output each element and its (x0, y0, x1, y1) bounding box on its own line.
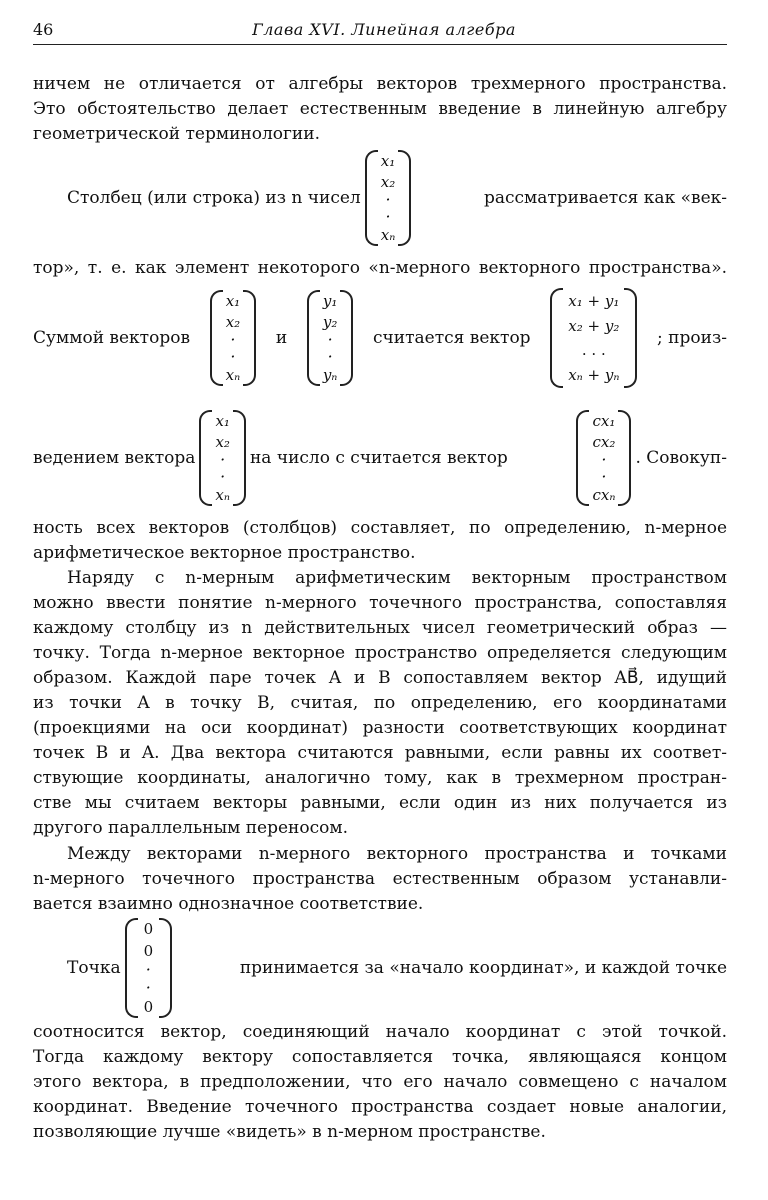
point-space-paragraph (33, 566, 727, 841)
sum-definition-row (33, 288, 727, 388)
matrix-entry: cx₁ (592, 412, 616, 430)
running-title: Глава XVI. Линейная алгебра (252, 20, 516, 39)
text-line: геометрической терминологии. (33, 124, 320, 144)
sum-tail: ; произ- (657, 328, 727, 348)
matrix-dot: · (220, 466, 226, 486)
column-def-text: Столбец (или строка) из n чисел (67, 188, 361, 208)
matrix-entry: yₙ (322, 366, 338, 384)
text-line: (проекциями на оси координат) разности соответствующих координат (33, 718, 727, 738)
matrix-x (210, 290, 257, 386)
matrix-x (199, 410, 246, 506)
matrix-entry: xₙ (215, 486, 230, 504)
text-line: из точки A в точку B, считая, по определению, его координатами (33, 693, 727, 713)
matrix-entry: y₁ (322, 292, 338, 310)
matrix-dot: · (327, 346, 333, 366)
matrix-entry: x₂ + y₂ (568, 316, 620, 335)
matrix-entry: cx₂ (592, 432, 616, 451)
matrix-sum (550, 288, 637, 388)
text-line: точку. Тогда n-мерное векторное пространство определяется следующим (33, 643, 727, 663)
matrix-entry: x₂ (225, 312, 241, 331)
product-definition-row (33, 408, 727, 508)
matrix-entry: x₂ (215, 432, 230, 451)
text-line: Это обстоятельство делает естественным введение в линейную алгебру (33, 99, 727, 119)
column-def-text-after: рассматривается как «век- (483, 188, 727, 208)
correspondence-paragraph (33, 842, 727, 917)
sum-and: и (275, 328, 288, 348)
matrix-entry: cxₙ (592, 486, 616, 504)
column-def-continuation (33, 256, 727, 281)
origin-label: Точка (67, 958, 121, 978)
text-line: Наряду с n-мерным арифметическим векторным пространством (67, 568, 727, 588)
matrix-dot: · (230, 346, 236, 366)
matrix-cx (576, 410, 631, 506)
product-tail: . Совокуп- (635, 448, 727, 468)
vector-space-paragraph (33, 516, 727, 566)
matrix-y (307, 290, 354, 386)
intro-paragraph (33, 72, 727, 147)
text-line: Между векторами n-мерного векторного пространства и точками (67, 844, 727, 864)
text-line: образом. Каждой паре точек A и B сопоставляем вектор AB⃗, идущий (33, 668, 727, 688)
text-line: вается взаимно однозначное соответствие. (33, 894, 424, 914)
matrix-entry: xₙ (380, 226, 396, 244)
matrix-dot: · (145, 977, 151, 997)
text-line: ничем не отличается от алгебры векторов трехмерного пространства. (33, 74, 727, 94)
matrix-entry: y₂ (322, 312, 338, 331)
text-line: тор», т. е. как элемент некоторого «n-мерного векторного пространства». (33, 258, 727, 278)
text-line: соотносится вектор, соединяющий начало координат с этой точкой. (33, 1022, 727, 1042)
header-rule (33, 44, 727, 45)
matrix-entry: 0 (143, 998, 154, 1016)
matrix-entry: x₁ (380, 152, 396, 170)
matrix-entry: 0 (143, 941, 154, 960)
matrix-column-x (365, 150, 412, 246)
sum-label: Суммой векторов (33, 328, 191, 348)
text-line: n-мерного точечного пространства естественным образом устанавли- (33, 869, 727, 889)
text-line: координат. Введение точечного пространства создает новые аналогии, (33, 1097, 727, 1117)
text-line: другого параллельным переносом. (33, 818, 349, 838)
text-line: этого вектора, в предположении, что его начало совмещено с началом (33, 1072, 727, 1092)
column-definition-row (33, 148, 727, 248)
text-line: стве мы считаем векторы равными, если один из них получается из (33, 793, 727, 813)
final-paragraph (33, 1020, 727, 1145)
matrix-dot: · (385, 190, 391, 209)
matrix-dot: · (327, 330, 333, 349)
text-line: точек B и A. Два вектора считаются равными, если равны их соответ- (33, 743, 727, 763)
matrix-entry: x₁ (215, 412, 230, 430)
matrix-entry: x₂ (380, 172, 396, 191)
text-line: арифметическое векторное пространство. (33, 543, 416, 563)
matrix-zero (125, 918, 173, 1018)
origin-text-after: принимается за «начало координат», и каждой точке (239, 958, 727, 978)
matrix-entry: xₙ (225, 366, 241, 384)
matrix-dot: · (145, 960, 151, 979)
text-line: ность всех векторов (столбцов) составляет, по определению, n-мерное (33, 518, 727, 538)
matrix-entry: 0 (143, 920, 154, 938)
matrix-dot: · (220, 450, 226, 469)
matrix-entry: x₁ + y₁ (568, 292, 620, 310)
page-number: 46 (33, 20, 54, 39)
product-middle: на число c считается вектор (249, 448, 508, 468)
text-line: можно ввести понятие n-мерного точечного пространства, сопоставляя (33, 593, 727, 613)
origin-definition-row (33, 916, 727, 1020)
text-line: Тогда каждому вектору сопоставляется точка, являющаяся концом (33, 1047, 727, 1067)
text-line: ствующие координаты, аналогично тому, как в трехмерном простран- (33, 768, 727, 788)
text-line: позволяющие лучше «видеть» в n-мерном пространстве. (33, 1122, 546, 1142)
matrix-dots: . . . (581, 341, 606, 360)
matrix-dot: · (601, 466, 607, 486)
matrix-dot: · (230, 330, 236, 349)
matrix-dot: · (601, 450, 607, 469)
product-label: ведением вектора (33, 448, 196, 468)
matrix-entry: xₙ + yₙ (568, 365, 620, 384)
matrix-dot: · (385, 206, 391, 226)
sum-middle: считается вектор (373, 328, 531, 348)
text-line: каждому столбцу из n действительных чисел геометрический образ — (33, 618, 727, 638)
matrix-entry: x₁ (225, 292, 241, 310)
